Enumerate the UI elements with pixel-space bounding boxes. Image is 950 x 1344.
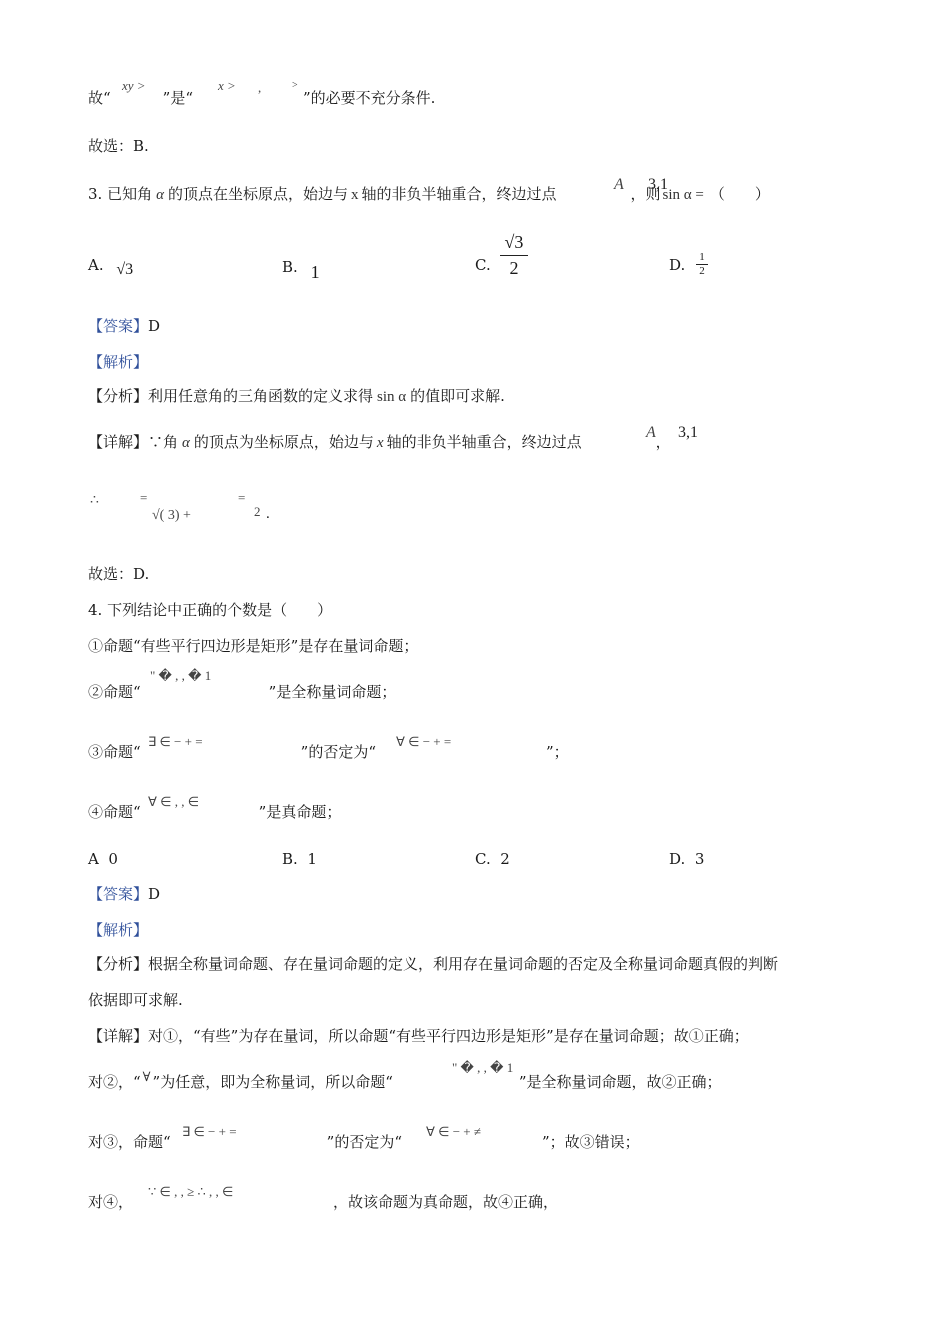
q3-point-a: A xyxy=(614,176,624,193)
q4-fenxi-1: 【分析】根据全称量词命题、存在量词命题的定义，利用存在量词命题的否定及全称量词命题真假的判断 xyxy=(88,955,779,973)
q4-answer: 【答案】D xyxy=(88,885,161,903)
frag-x: x > xyxy=(218,78,236,93)
q4-xiangjie-2: 对②，“ ∀ ”为任意，即为全称量词，所以命题“ ”是全称量词命题，故②正确； xyxy=(88,1069,722,1091)
q4-xj4-frag: ∵ ∈ , , ≥ ∴ , , ∈ xyxy=(148,1184,234,1199)
q4-item-4: ④命题“ ”是真命题； xyxy=(88,803,342,821)
q3-option-d-frac: 1 2 xyxy=(696,252,708,277)
q3-analysis-tag: 【解析】 xyxy=(88,353,149,371)
q3-point-coords: 3,1 xyxy=(648,176,668,193)
q3-period: . xyxy=(266,506,270,522)
q4-item4-frag: ∀ ∈ , , ∈ xyxy=(148,794,200,809)
q4-stem: 4. 下列结论中正确的个数是（ ） xyxy=(88,601,333,619)
q4-item3-frag1: ∃ ∈ − + = xyxy=(148,734,203,749)
q4-analysis-tag: 【解析】 xyxy=(88,921,149,939)
frag-gt: > xyxy=(292,80,298,91)
q4-option-b[interactable]: B. 1 xyxy=(282,850,317,868)
q3-option-d[interactable]: D. xyxy=(669,256,686,274)
q3-answer: 【答案】D xyxy=(88,317,161,335)
q4-fenxi-2: 依据即可求解. xyxy=(88,991,183,1009)
q4-xj3-frag2: ∀ ∈ − + ≠ xyxy=(426,1124,482,1139)
q3-fenxi: 【分析】利用任意角的三角函数的定义求得 sin α 的值即可求解. xyxy=(88,387,505,405)
q3-conclusion: 故选：D. xyxy=(88,565,150,583)
q3-option-a[interactable]: A. √3 xyxy=(88,256,134,278)
q4-option-d[interactable]: D. 3 xyxy=(669,850,705,868)
q4-option-c[interactable]: C. 2 xyxy=(475,850,510,868)
q3-sqrt-frag: √( 3) + xyxy=(152,508,191,523)
q3-eq1: = xyxy=(140,490,148,505)
q4-option-a[interactable]: A 0 xyxy=(88,850,118,868)
q3-xiangjie: 【详解】∵角 α 的顶点为坐标原点，始边与 x 轴的非负半轴重合，终边过点 ， xyxy=(88,433,671,451)
q3-stem: 3. 已知角 α 的顶点在坐标原点，始边与 x 轴的非负半轴重合，终边过点 ，则 sin α = （ ） xyxy=(88,185,770,203)
q4-xiangjie-3: 对③，命题“ ”的否定为“ ”；故③错误； xyxy=(88,1133,640,1151)
q3-eq2: = xyxy=(238,490,246,505)
q4-xj3-frag1: ∃ ∈ − + = xyxy=(182,1124,237,1139)
q4-item-2: ②命题“ ”是全称量词命题； xyxy=(88,683,397,701)
q4-xj2-frag: " � , , � 1 xyxy=(452,1060,514,1075)
top-line-1: 故“ ”是“ ”的必要不充分条件. xyxy=(88,89,436,107)
frag-comma: , xyxy=(258,80,262,95)
q3-therefore: ∴ xyxy=(90,493,99,508)
q4-item-1: ①命题“有些平行四边形是矩形”是存在量词命题； xyxy=(88,637,419,655)
q3-xj-point-coords: 3,1 xyxy=(678,424,698,441)
q3-xj-point-a: A xyxy=(646,424,656,441)
frag-xy: xy > xyxy=(122,78,146,93)
q3-option-c[interactable]: C. xyxy=(475,256,491,274)
q4-item-3: ③命题“ ”的否定为“ ”； xyxy=(88,743,569,761)
top-line-2: 故选：B. xyxy=(88,137,149,155)
q4-item2-frag: " � , , � 1 xyxy=(150,668,212,683)
q3-option-b[interactable]: B. 1 xyxy=(282,258,320,282)
q4-xiangjie-1: 【详解】对①，“有些”为存在量词，所以命题“有些平行四边形是矩形”是存在量词命题；故①正确； xyxy=(88,1027,749,1045)
q3-option-c-frac: √3 2 xyxy=(500,232,528,279)
q3-frac-den: 2 xyxy=(254,504,261,519)
q4-xiangjie-4: 对④， ，故该命题为真命题，故④正确， xyxy=(88,1193,559,1211)
q4-item3-frag2: ∀ ∈ − + = xyxy=(396,734,452,749)
